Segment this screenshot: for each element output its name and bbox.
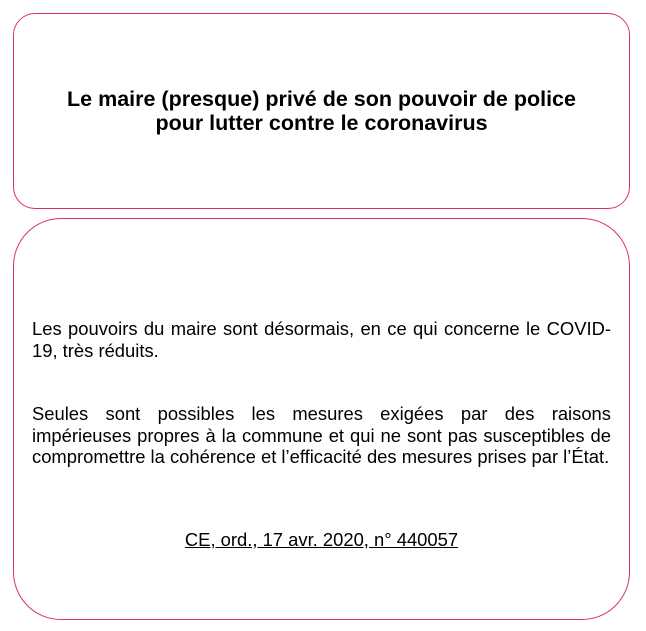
paragraph-powers-reduced: Les pouvoirs du maire sont désormais, en ce qui concerne le COVID-19, très réduits. bbox=[32, 318, 611, 361]
title-card bbox=[13, 13, 630, 209]
paragraph-allowed-measures: Seules sont possibles les mesures exigées par des raisons impérieuses propres à la commune et qui ne sont pas susceptibles de compromettre la cohérence et l’efficacité des mesures prises par l’État. bbox=[32, 403, 611, 467]
legal-citation: CE, ord., 17 avr. 2020, n° 440057 bbox=[184, 529, 459, 550]
title-line-2: pour lutter contre le coronavirus bbox=[155, 111, 488, 135]
title-line-1: Le maire (presque) privé de son pouvoir de police bbox=[67, 87, 576, 111]
page-title bbox=[14, 87, 629, 135]
content-card bbox=[13, 218, 630, 620]
